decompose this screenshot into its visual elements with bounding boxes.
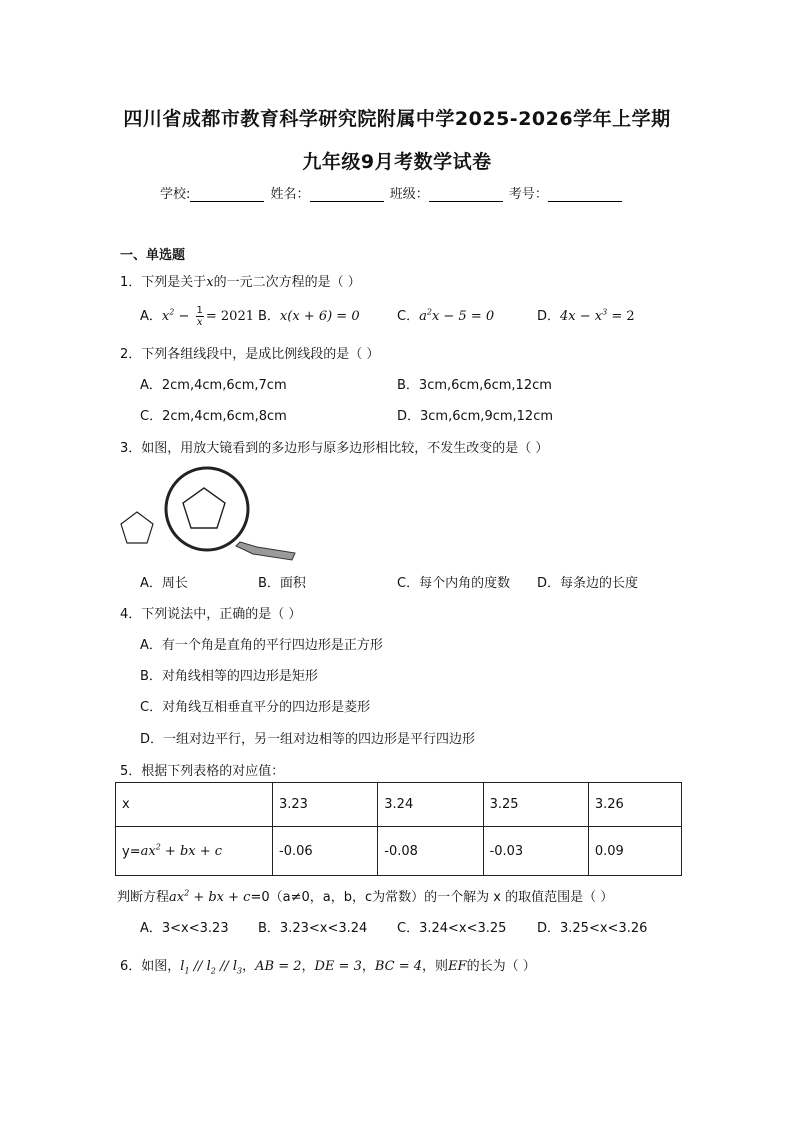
q2-option-c[interactable]: C．2cm,4cm,6cm,8cm (140, 409, 287, 424)
q1-b-eq: x(x + 6) = 0 (279, 309, 360, 324)
q1-a-fraction: $\frac{1}{x}$ (196, 305, 203, 328)
section-title: 一、单选题 (120, 248, 186, 263)
question-5-stem: 5．根据下列表格的对应值： (120, 764, 285, 779)
q3-option-b[interactable]: B．面积 (258, 576, 306, 591)
class-blank[interactable] (429, 188, 503, 202)
name-label: 姓名： (270, 187, 310, 202)
q6-stem-part3: 的长为（ ） (466, 959, 536, 974)
student-info-line (160, 183, 624, 202)
question-6-stem: 6．如图，$l_1 // l_2 // l_3$，AB = 2，DE = 3，BC = 4，则EF的长为（ ） (120, 959, 536, 976)
table-cell: -0.03 (483, 827, 588, 876)
magnifier-lens (166, 468, 248, 550)
q4-option-b[interactable]: B．对角线相等的四边形是矩形 (140, 669, 318, 684)
school-label: 学校: (160, 187, 191, 202)
table-cell: 0.09 (588, 827, 681, 876)
q2-option-a[interactable]: A．2cm,4cm,6cm,7cm (140, 378, 287, 393)
school-blank[interactable] (190, 188, 264, 202)
exam-title-line1: 四川省成都市教育科学研究院附属中学2025-2026学年上学期 (123, 108, 671, 130)
q6-de: DE = 3 (314, 959, 362, 974)
q1-d-eq: = 2 (611, 309, 635, 324)
exam-title-line2: 九年级9月考数学试卷 (302, 151, 492, 173)
q5-judge-part1: 判断方程 (117, 890, 170, 905)
q1-option-a[interactable]: A．$x^2$ − $\frac{1}{x}$ = 2021 (140, 305, 254, 328)
table-cell: 3.26 (588, 783, 681, 827)
magnifier-figure (112, 462, 302, 562)
table-cell: 3.25 (483, 783, 588, 827)
number-blank[interactable] (548, 188, 622, 202)
q4-option-c[interactable]: C．对角线互相垂直平分的四边形是菱形 (140, 700, 371, 715)
table-cell: x (116, 783, 273, 827)
q6-stem-part2: ，则 (422, 959, 449, 974)
q5-option-b[interactable]: B．3.23<x<3.24 (258, 921, 368, 936)
q1-option-d[interactable]: D．$4x - x^3 = 2$ (537, 307, 635, 324)
q4-option-a[interactable]: A．有一个角是直角的平行四边形是正方形 (140, 638, 383, 653)
question-3-stem: 3．如图，用放大镜看到的多边形与原多边形相比较，不发生改变的是（ ） (120, 441, 549, 456)
value-table (115, 782, 682, 876)
q1-option-b[interactable] (258, 305, 360, 324)
q5-judge-text: 判断方程$ax^2$ + bx + c=0（a≠0，a，b，c为常数）的一个解为 x 的取值范围是（ ） (117, 888, 614, 905)
table-cell-y-label: $y=ax^2$ + bx + c (116, 827, 273, 876)
magnifier-handle (236, 542, 295, 560)
q6-parallel-lines: $l_1 // l_2 // l_3$ (180, 959, 243, 976)
q2-option-d[interactable]: D．3cm,6cm,9cm,12cm (397, 409, 554, 424)
q1-d-label: D． (537, 309, 561, 324)
small-pentagon (121, 512, 153, 543)
q5-option-d[interactable]: D．3.25<x<3.26 (537, 921, 648, 936)
table-row-x (116, 783, 682, 827)
number-label: 考号： (508, 187, 548, 202)
q5-judge-part2: =0（a≠0，a，b，c为常数）的一个解为 x 的取值范围是（ ） (250, 890, 614, 905)
q6-ab: AB = 2 (255, 959, 302, 974)
question-4-stem: 4．下列说法中，正确的是（ ） (120, 607, 302, 622)
q6-ef: EF (448, 959, 467, 974)
table-row-y (116, 827, 682, 876)
q1-a-eq: = 2021 (205, 309, 254, 324)
question-1-stem (120, 271, 361, 290)
table-cell: -0.06 (273, 827, 378, 876)
q6-bc: BC = 4 (374, 959, 423, 974)
q4-option-d[interactable]: D．一组对边平行，另一组对边相等的四边形是平行四边形 (140, 732, 476, 747)
q1-option-c[interactable]: C．$a^2x - 5 = 0$ (397, 307, 495, 324)
table-cell: 3.23 (273, 783, 378, 827)
q5-option-a[interactable]: A．3<x<3.23 (140, 921, 229, 936)
q1-var: x (206, 275, 214, 290)
q1-c-eq: x − 5 = 0 (431, 309, 495, 324)
q6-stem-part1: 6．如图， (120, 959, 181, 974)
q2-option-b[interactable]: B．3cm,6cm,6cm,12cm (397, 378, 552, 393)
q1-stem-part2: 的一元二次方程的是（ ） (213, 275, 361, 290)
q1-a-label: A． (140, 309, 162, 324)
table-cell: -0.08 (378, 827, 483, 876)
q3-option-c[interactable]: C．每个内角的度数 (397, 576, 511, 591)
q5-option-c[interactable]: C．3.24<x<3.25 (397, 921, 507, 936)
table-cell: 3.24 (378, 783, 483, 827)
q1-b-label: B． (258, 309, 280, 324)
name-blank[interactable] (310, 188, 384, 202)
q1-c-label: C． (397, 309, 420, 324)
question-2-stem: 2．下列各组线段中，是成比例线段的是（ ） (120, 347, 380, 362)
q3-option-d[interactable]: D．每条边的长度 (537, 576, 639, 591)
y-label: y= (122, 844, 141, 860)
q3-option-a[interactable]: A．周长 (140, 576, 188, 591)
class-label: 班级： (389, 187, 429, 202)
q1-stem-part1: 1．下列是关于 (120, 275, 207, 290)
